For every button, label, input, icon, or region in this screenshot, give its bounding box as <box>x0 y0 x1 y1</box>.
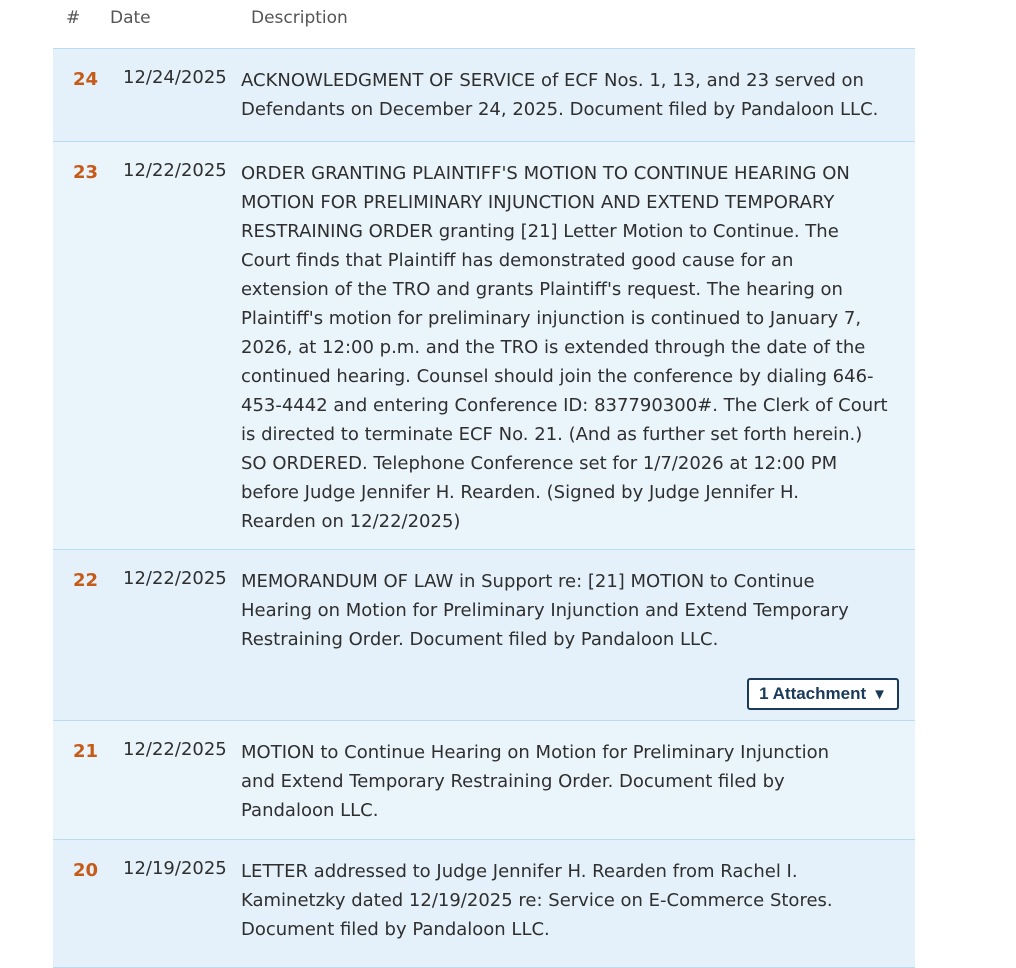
description-line: Hearing on Motion for Preliminary Injunction and Extend Temporary <box>241 600 849 621</box>
entry-description <box>241 567 901 654</box>
entry-description <box>241 159 901 536</box>
entry-date: 12/19/2025 <box>123 858 227 879</box>
description-line: Document filed by Pandaloon LLC. <box>241 919 550 940</box>
entry-description <box>241 857 901 944</box>
description-line: ORDER GRANTING PLAINTIFF'S MOTION TO CONTINUE HEARING ON <box>241 163 850 184</box>
description-line: ACKNOWLEDGMENT OF SERVICE of ECF Nos. 1, 13, and 23 served on <box>241 70 864 91</box>
description-line: Restraining Order. Document filed by Pandaloon LLC. <box>241 629 719 650</box>
description-line: Plaintiff's motion for preliminary injunction is continued to January 7, <box>241 308 862 329</box>
description-line: 2026, at 12:00 p.m. and the TRO is extended through the date of the <box>241 337 866 358</box>
entry-date: 12/24/2025 <box>123 67 227 88</box>
description-line: LETTER addressed to Judge Jennifer H. Rearden from Rachel I. <box>241 861 798 882</box>
docket-row-22 <box>53 549 915 720</box>
column-header-number: # <box>66 8 81 28</box>
entry-number[interactable]: 20 <box>73 860 99 881</box>
description-line: SO ORDERED. Telephone Conference set for 1/7/2026 at 12:00 PM <box>241 453 838 474</box>
description-line: RESTRAINING ORDER granting [21] Letter Motion to Continue. The <box>241 221 839 242</box>
docket-row-21 <box>53 720 915 839</box>
description-line: Court finds that Plaintiff has demonstrated good cause for an <box>241 250 794 271</box>
triangle-down-icon: ▼ <box>872 685 887 703</box>
description-line: MOTION to Continue Hearing on Motion for Preliminary Injunction <box>241 742 830 763</box>
entry-number[interactable]: 24 <box>73 69 99 90</box>
description-line: continued hearing. Counsel should join the conference by dialing 646- <box>241 366 874 387</box>
description-line: Rearden on 12/22/2025) <box>241 511 461 532</box>
description-line: MEMORANDUM OF LAW in Support re: [21] MOTION to Continue <box>241 571 815 592</box>
column-header-date: Date <box>110 8 151 28</box>
entry-date: 12/22/2025 <box>123 568 227 589</box>
entry-date: 12/22/2025 <box>123 160 227 181</box>
description-line: Defendants on December 24, 2025. Document filed by Pandaloon LLC. <box>241 99 879 120</box>
docket-header <box>0 0 1016 48</box>
docket-table <box>53 48 915 968</box>
docket-row-24 <box>53 48 915 141</box>
description-line: before Judge Jennifer H. Rearden. (Signed by Judge Jennifer H. <box>241 482 799 503</box>
description-line: Pandaloon LLC. <box>241 800 379 821</box>
entry-date: 12/22/2025 <box>123 739 227 760</box>
description-line: 453-4442 and entering Conference ID: 837790300#. The Clerk of Court <box>241 395 888 416</box>
docket-row-20 <box>53 839 915 968</box>
docket-row-23 <box>53 141 915 549</box>
description-line: is directed to terminate ECF No. 21. (And as further set forth herein.) <box>241 424 863 445</box>
attachment-label: 1 Attachment <box>759 684 867 703</box>
attachment-dropdown-button[interactable] <box>747 678 899 710</box>
entry-number[interactable]: 22 <box>73 570 99 591</box>
column-header-description: Description <box>251 8 348 28</box>
entry-number[interactable]: 21 <box>73 741 99 762</box>
description-line: and Extend Temporary Restraining Order. Document filed by <box>241 771 785 792</box>
description-line: extension of the TRO and grants Plaintiff's request. The hearing on <box>241 279 843 300</box>
entry-description <box>241 66 901 124</box>
description-line: MOTION FOR PRELIMINARY INJUNCTION AND EXTEND TEMPORARY <box>241 192 835 213</box>
entry-number[interactable]: 23 <box>73 162 99 183</box>
description-line: Kaminetzky dated 12/19/2025 re: Service on E-Commerce Stores. <box>241 890 833 911</box>
entry-description <box>241 738 901 825</box>
